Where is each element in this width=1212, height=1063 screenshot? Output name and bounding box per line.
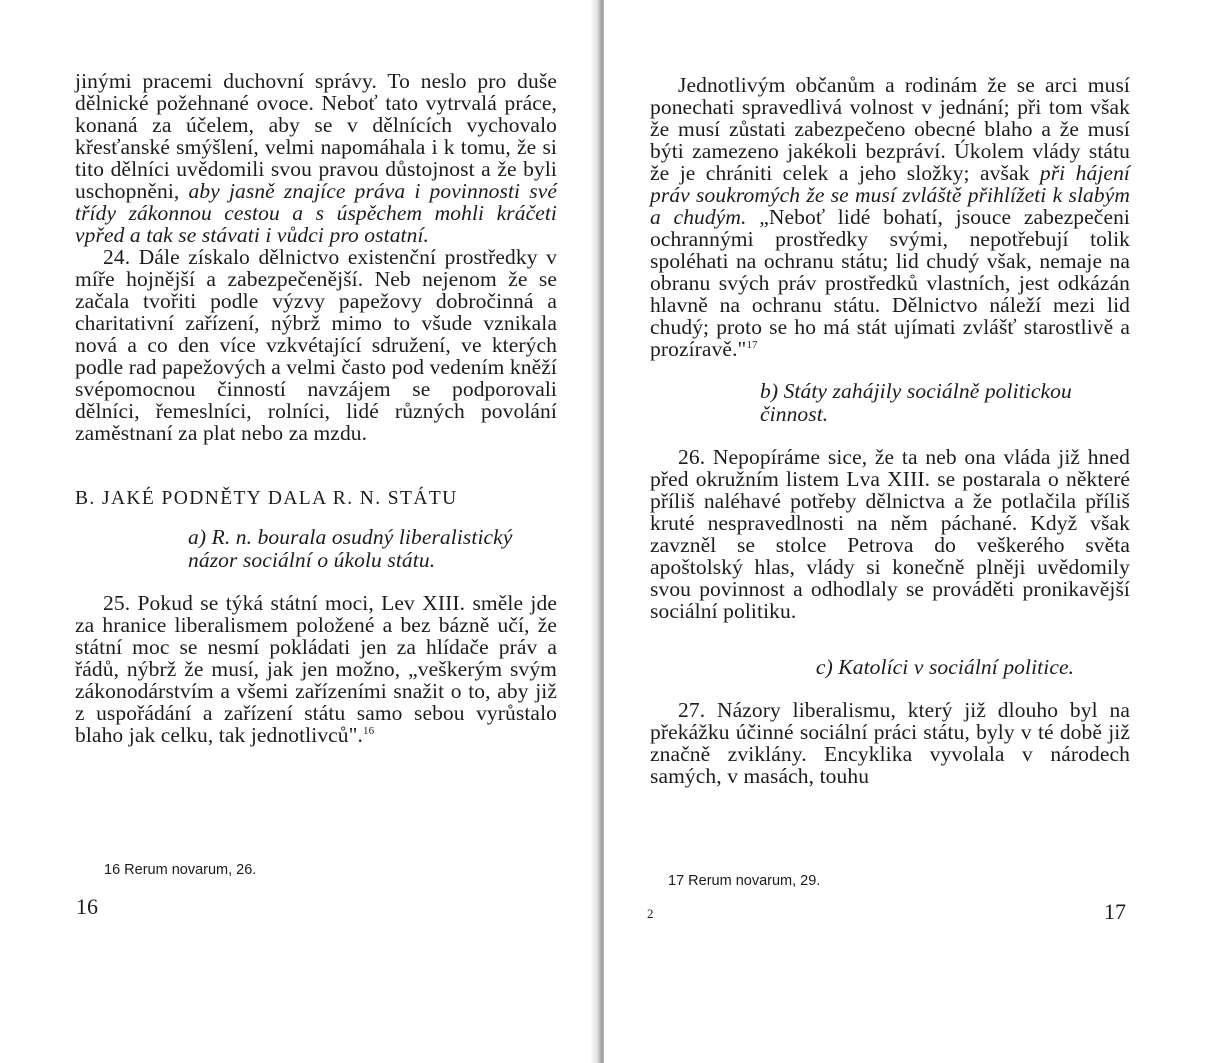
paragraph-26: 26. Nepopíráme sice, že ta neb ona vláda již hned před okružním listem Lva XIII. se postarala o některé příliš naléhavé potřeby dělnictva a že potlačila příliš kruté nespravedlnosti na něm páchané. Když však zavzněl se stolce Petrova do veškerého světa apoštolský hlas, vlády si konečně plněji uvědomily svou povinnost a odhodlaly se prováděti pronikavější sociální politiku. — [650, 445, 1130, 623]
paragraph-italic-text: aby jasně znajíce práva i povinnosti své třídy zákonnou cestou a s úspěchem mohli kráčeti vpřed a tak se stávati i vůdci pro ostatní. — [75, 179, 557, 247]
signature-mark: 2 — [647, 906, 654, 921]
paragraph-25 — [75, 592, 557, 746]
right-page — [604, 0, 1212, 1063]
footnote-mark: 16 — [363, 724, 375, 737]
paragraph-text: „Neboť lidé bohatí, jsouce zabezpečeni ochrannými prostředky svými, nepotřebují tolik spoléhati na ochranu státu; lid chudý však, nemaje na obranu svých práv prostředků vlastních, jest odkázán hlavně na ochranu státu. Dělnictvo náleží mezi lid chudý; proto se ho má stát ujímati zvlášť starostlivě a prozíravě." — [650, 205, 1131, 361]
footnote-mark: 17 — [746, 338, 758, 351]
page-number: 17 — [1104, 899, 1126, 924]
paragraph-continued — [75, 70, 557, 246]
paragraph-italic-text: při hájení práv soukromých že se musí zvláště přihlížeti k slabým a chudým. — [650, 161, 1130, 229]
paragraph-24: 24. Dále získalo dělnictvo existenční prostředky v míře hojnější a zabezpečenější. Neb nejenom že se začala tvořiti podle výzvy papežovy dobročinná a charitativní zařízení, nýbrž mimo to všude vznikala nová a co den více vzkvétající sdružení, ve kterých podle rad papežových a velmi často pod vedením kněží svépomocnou činností navzájem se podporovali dělníci, řemeslníci, rolníci, lidé různých povolání zaměstnaní za plat nebo za mzdu. — [75, 245, 557, 445]
right-text-column — [650, 74, 1130, 787]
subheading-b: b) Státy zahájily sociálně politickou činnost. — [760, 379, 1072, 426]
page-number: 16 — [76, 894, 98, 919]
subheading-c: c) Katolíci v sociální politice. — [815, 655, 1075, 679]
paragraph-text: Jednotlivým občanům a rodinám že se arci musí ponechati spravedlivá volnost v jednání; při tom však že musí zůstati zabezpečeno obecné blaho a že musí býti zamezeno jakékoli bezpráví. Úkolem vlády státu že je chrániti celek a jeho složky; avšak — [650, 73, 1130, 185]
paragraph-text: jinými pracemi duchovní správy. To neslo pro duše dělnické požehnané ovoce. Neboť tato vytrvalá práce, konaná za účelem, aby se v dělnících vychovalo křesťanské smýšlení, velmi napomáhala i k tomu, že si tito dělníci uvědomili svou pravou důstojnost a že byli uschopněni, — [75, 69, 557, 203]
footnote: 17 Rerum novarum, 29. — [668, 873, 821, 889]
left-text-column — [75, 70, 557, 746]
section-heading: B. JAKÉ PODNĚTY DALA R. N. STÁTU — [75, 488, 458, 509]
left-page — [0, 0, 598, 1063]
subheading-a: a) R. n. bourala osudný liberalistický názor sociální o úkolu státu. — [188, 525, 513, 572]
footnote: 16 Rerum novarum, 26. — [104, 862, 257, 878]
paragraph-continued — [650, 74, 1130, 360]
paragraph-27: 27. Názory liberalismu, který již dlouho byl na překážku účinné sociální práci státu, byly v té době již značně zviklány. Encyklika vyvolala v národech samých, v masách, touhu — [650, 698, 1130, 788]
paragraph-text: 25. Pokud se týká státní moci, Lev XIII. směle jde za hranice liberalismem položené a bez bázně učí, že státní moc se nesmí pokládati jen za hlídače práv a řádů, nýbrž že musí, jak jen možno, „veškerým svým zákonodárstvím a všemi zařízeními snažit o to, aby již z uspořádání a zařízení státu samo sebou vyrůstalo blaho jak celku, tak jednotlivců". — [75, 591, 557, 747]
